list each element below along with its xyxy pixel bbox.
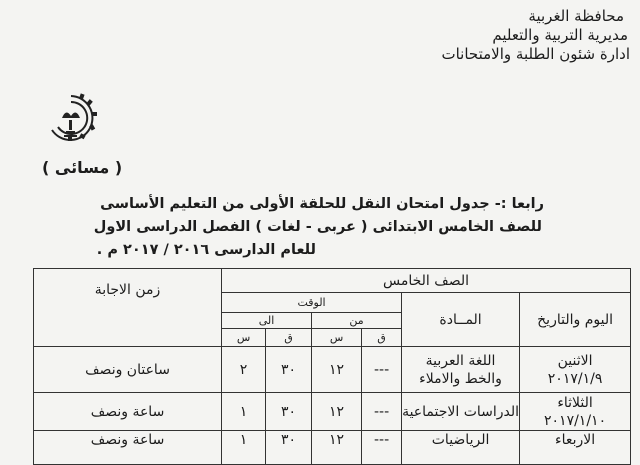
- subject-line-1: الرياضيات: [431, 432, 490, 448]
- from-hour: ١٢: [312, 347, 362, 393]
- day-date-cell: [520, 431, 631, 465]
- grade-header: الصف الخامس: [222, 269, 631, 293]
- evening-shift-label: ( مسائى ): [42, 158, 123, 177]
- subject-cell: [402, 393, 520, 431]
- duration-cell: ساعتان ونصف: [34, 347, 222, 393]
- title-line-2: للصف الخامس الابتدائى ( عربى - لغات ) الفصل الدراسى الاول: [93, 219, 542, 235]
- date-label: ٢٠١٧/١/١٠: [544, 412, 607, 429]
- col-to: الى: [222, 313, 312, 329]
- from-hour: ١٢: [312, 393, 362, 431]
- unit-to-minute: ق: [266, 329, 312, 347]
- col-subject: المــادة: [402, 293, 520, 347]
- to-hour: ٢: [222, 347, 266, 393]
- from-hour: ١٢: [312, 431, 362, 465]
- table-row: [34, 431, 631, 465]
- table-row: [34, 347, 631, 393]
- to-minute: ٣٠: [266, 431, 312, 465]
- header-line-governorate: محافظة الغربية: [528, 7, 624, 25]
- from-minute: ---: [362, 347, 402, 393]
- col-day-date: اليوم والتاريخ: [520, 293, 631, 347]
- subject-line-2: والخط والاملاء: [419, 370, 502, 387]
- subject-cell: [402, 431, 520, 465]
- col-time: الوقت: [222, 293, 402, 313]
- ministry-logo-icon: [44, 92, 98, 146]
- to-minute: ٣٠: [266, 393, 312, 431]
- subject-line-1: الدراسات الاجتماعية: [402, 403, 520, 420]
- subject-line-1: اللغة العربية: [425, 352, 496, 369]
- day-label: الثلاثاء: [557, 394, 593, 411]
- header-line-directorate: مديرية التربية والتعليم: [492, 26, 628, 44]
- col-answer-time: زمن الاجابة: [34, 269, 222, 347]
- duration-cell: ساعة ونصف: [34, 431, 222, 465]
- from-minute: ---: [362, 431, 402, 465]
- unit-to-hour: س: [222, 329, 266, 347]
- title-line-1: رابعا :- جدول امتحان النقل للحلقة الأولى من التعليم الأساسى: [100, 196, 544, 212]
- subject-cell: [402, 347, 520, 393]
- unit-from-hour: س: [312, 329, 362, 347]
- to-hour: ١: [222, 393, 266, 431]
- day-date-cell: [520, 393, 631, 431]
- header-line-administration: ادارة شئون الطلبة والامتحانات: [441, 45, 630, 63]
- date-label: ٢٠١٧/١/٩: [547, 370, 603, 387]
- directorate-header: [441, 7, 630, 64]
- unit-from-minute: ق: [362, 329, 402, 347]
- to-minute: ٣٠: [266, 347, 312, 393]
- title-line-3: للعام الدارسى ٢٠١٦ / ٢٠١٧ م .: [96, 242, 316, 258]
- table-row: [34, 393, 631, 431]
- day-label: الاربعاء: [554, 432, 596, 448]
- day-label: الاثنين: [557, 352, 593, 369]
- duration-cell: ساعة ونصف: [34, 393, 222, 431]
- exam-schedule-table: [33, 268, 631, 465]
- from-minute: ---: [362, 393, 402, 431]
- col-from: من: [312, 313, 402, 329]
- day-date-cell: [520, 347, 631, 393]
- to-hour: ١: [222, 431, 266, 465]
